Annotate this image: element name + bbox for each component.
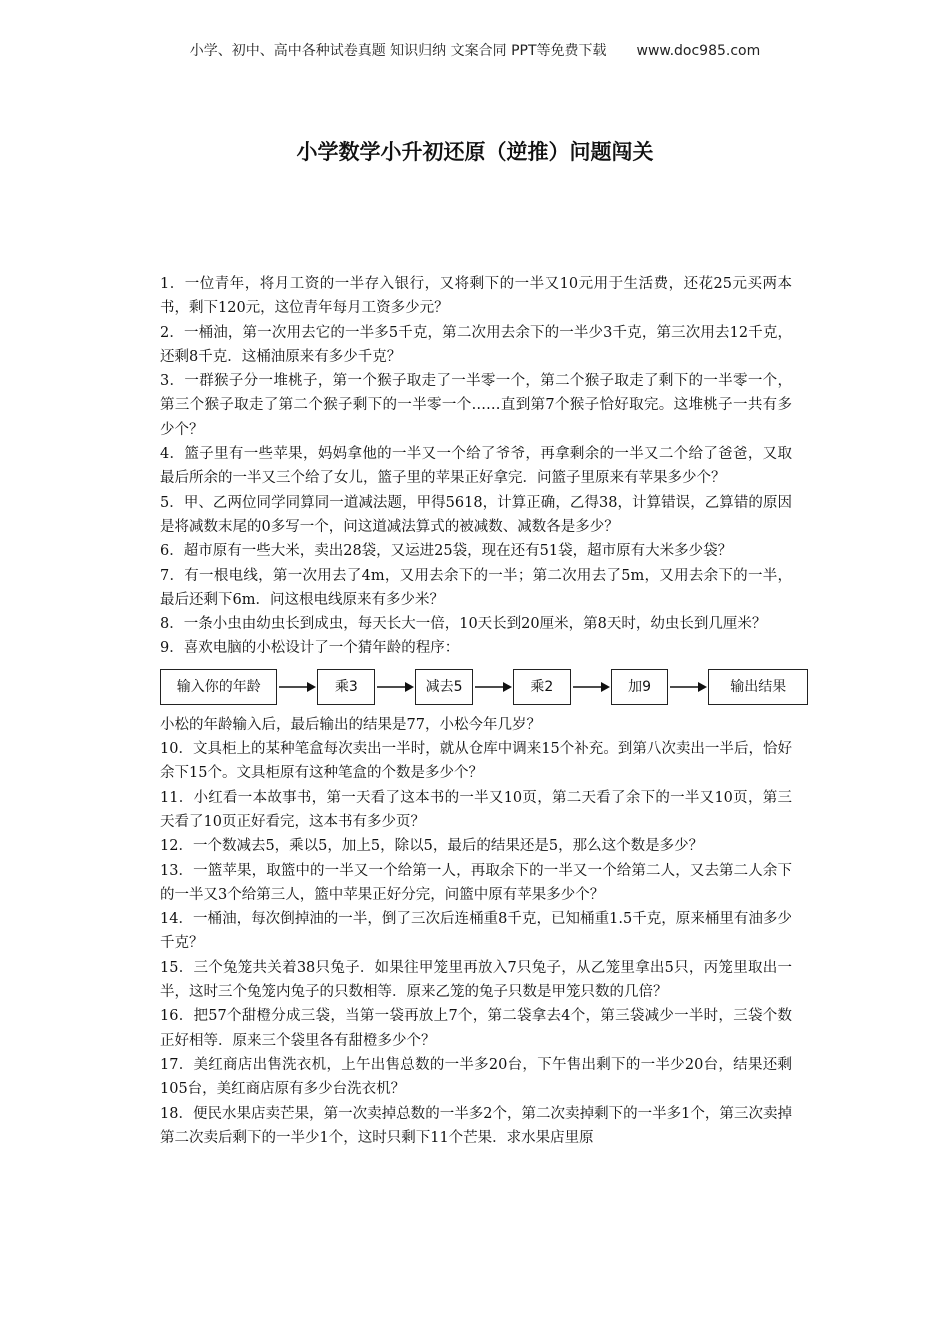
header-site-link[interactable]: www.doc985.com <box>636 43 761 59</box>
question-4: 4．篮子里有一些苹果，妈妈拿他的一半又一个给了爷爷，再拿剩余的一半又二个给了爸爸，又取最后所余的一半又三个给了女儿，篮子里的苹果正好拿完．问篮子里原来有苹果多少个？ <box>160 446 792 487</box>
arrow-right-icon <box>277 669 317 705</box>
question-9-continued: 小松的年龄输入后，最后输出的结果是77，小松今年几岁？ <box>160 716 541 733</box>
question-3: 3．一群猴子分一堆桃子，第一个猴子取走了一半零一个，第二个猴子取走了剩下的一半零一个，第三个猴子取走了第二个猴子剩下的一半零一个……直到第7个猴子恰好取完。这堆桃子一共有多少个？ <box>160 373 792 438</box>
question-13: 13．一篮苹果，取篮中的一半又一个给第一人，再取余下的一半又一个给第二人，又去第二人余下的一半又3个给第三人，篮中苹果正好分完，问篮中原有苹果多少个？ <box>160 862 792 903</box>
question-9: 9．喜欢电脑的小松设计了一个猜年龄的程序： <box>160 640 460 657</box>
flow-step-multiply-3: 乘3 <box>317 669 375 705</box>
question-5: 5．甲、乙两位同学同算同一道减法题，甲得5618，计算正确，乙得38，计算错误，乙算错的原因是将减数末尾的0多写一个，问这道减法算式的被减数、减数各是多少？ <box>160 494 792 535</box>
question-17: 17．美红商店出售洗衣机，上午出售总数的一半多20台，下午售出剩下的一半少20台，结果还剩105台，美红商店原有多少台洗衣机？ <box>160 1056 792 1098</box>
question-12: 12．一个数减去5，乘以5，加上5，除以5，最后的结果还是5，那么这个数是多少？ <box>160 838 704 855</box>
page-title: 小学数学小升初还原（逆推）问题闯关 <box>296 140 654 164</box>
question-18: 18．便民水果店卖芒果，第一次卖掉总数的一半多2个，第二次卖掉剩下的一半多1个，第三次卖掉第二次卖后剩下的一半少1个，这时只剩下11个芒果．求水果店里原 <box>160 1105 792 1146</box>
question-16: 16．把57个甜橙分成三袋，当第一袋再放上7个，第二袋拿去4个，第三袋减少一半时，三袋个数正好相等．原来三个袋里各有甜橙多少个？ <box>160 1008 792 1049</box>
flow-step-multiply-2: 乘2 <box>513 669 571 705</box>
question-7: 7．有一根电线，第一次用去了4m，又用去余下的一半；第二次用去了5m，又用去余下的一半，最后还剩下6m．问这根电线原来有多少米？ <box>160 567 792 608</box>
arrow-right-icon <box>668 669 708 705</box>
question-6: 6．超市原有一些大米，卖出28袋，又运进25袋，现在还有51袋，超市原有大米多少袋？ <box>160 543 733 560</box>
flow-step-input: 输入你的年龄 <box>160 669 277 705</box>
header-text: 小学、初中、高中各种试卷真题 知识归纳 文案合同 PPT等免费下载 <box>189 43 607 59</box>
question-11: 11．小红看一本故事书，第一天看了这本书的一半又10页，第二天看了余下的一半又10页，第三天看了10页正好看完，这本书有多少页？ <box>160 789 792 830</box>
question-2: 2．一桶油，第一次用去它的一半多5千克，第二次用去余下的一半少3千克，第三次用去12千克，还剩8千克．这桶油原来有多少千克？ <box>160 324 792 365</box>
question-1: 1．一位青年，将月工资的一半存入银行，又将剩下的一半又10元用于生活费，还花25元买两本书，剩下120元，这位青年每月工资多少元？ <box>160 276 792 317</box>
flow-step-minus-5: 减去5 <box>415 669 473 705</box>
flow-step-output: 输出结果 <box>708 669 808 705</box>
question-list <box>160 272 792 1150</box>
age-program-flowchart <box>160 663 808 711</box>
question-14: 14．一桶油，每次倒掉油的一半，倒了三次后连桶重8千克，已知桶重1.5千克，原来桶里有油多少千克？ <box>160 911 792 952</box>
question-15: 15．三个兔笼共关着38只兔子．如果往甲笼里再放入7只兔子，从乙笼里拿出5只，丙笼里取出一半，这时三个兔笼内兔子的只数相等．原来乙笼的兔子只数是甲笼只数的几倍？ <box>160 959 792 1001</box>
page-header <box>0 40 950 60</box>
arrow-right-icon <box>375 669 415 705</box>
arrow-right-icon <box>473 669 513 705</box>
question-8: 8．一条小虫由幼虫长到成虫，每天长大一倍，10天长到20厘米，第8天时，幼虫长到几厘米？ <box>160 616 767 633</box>
arrow-right-icon <box>571 669 611 705</box>
flow-step-plus-9: 加9 <box>611 669 669 705</box>
question-10: 10．文具柜上的某种笔盒每次卖出一半时，就从仓库中调来15个补充。到第八次卖出一半后，恰好余下15个。文具柜原有这种笔盒的个数是多少个？ <box>160 741 792 782</box>
